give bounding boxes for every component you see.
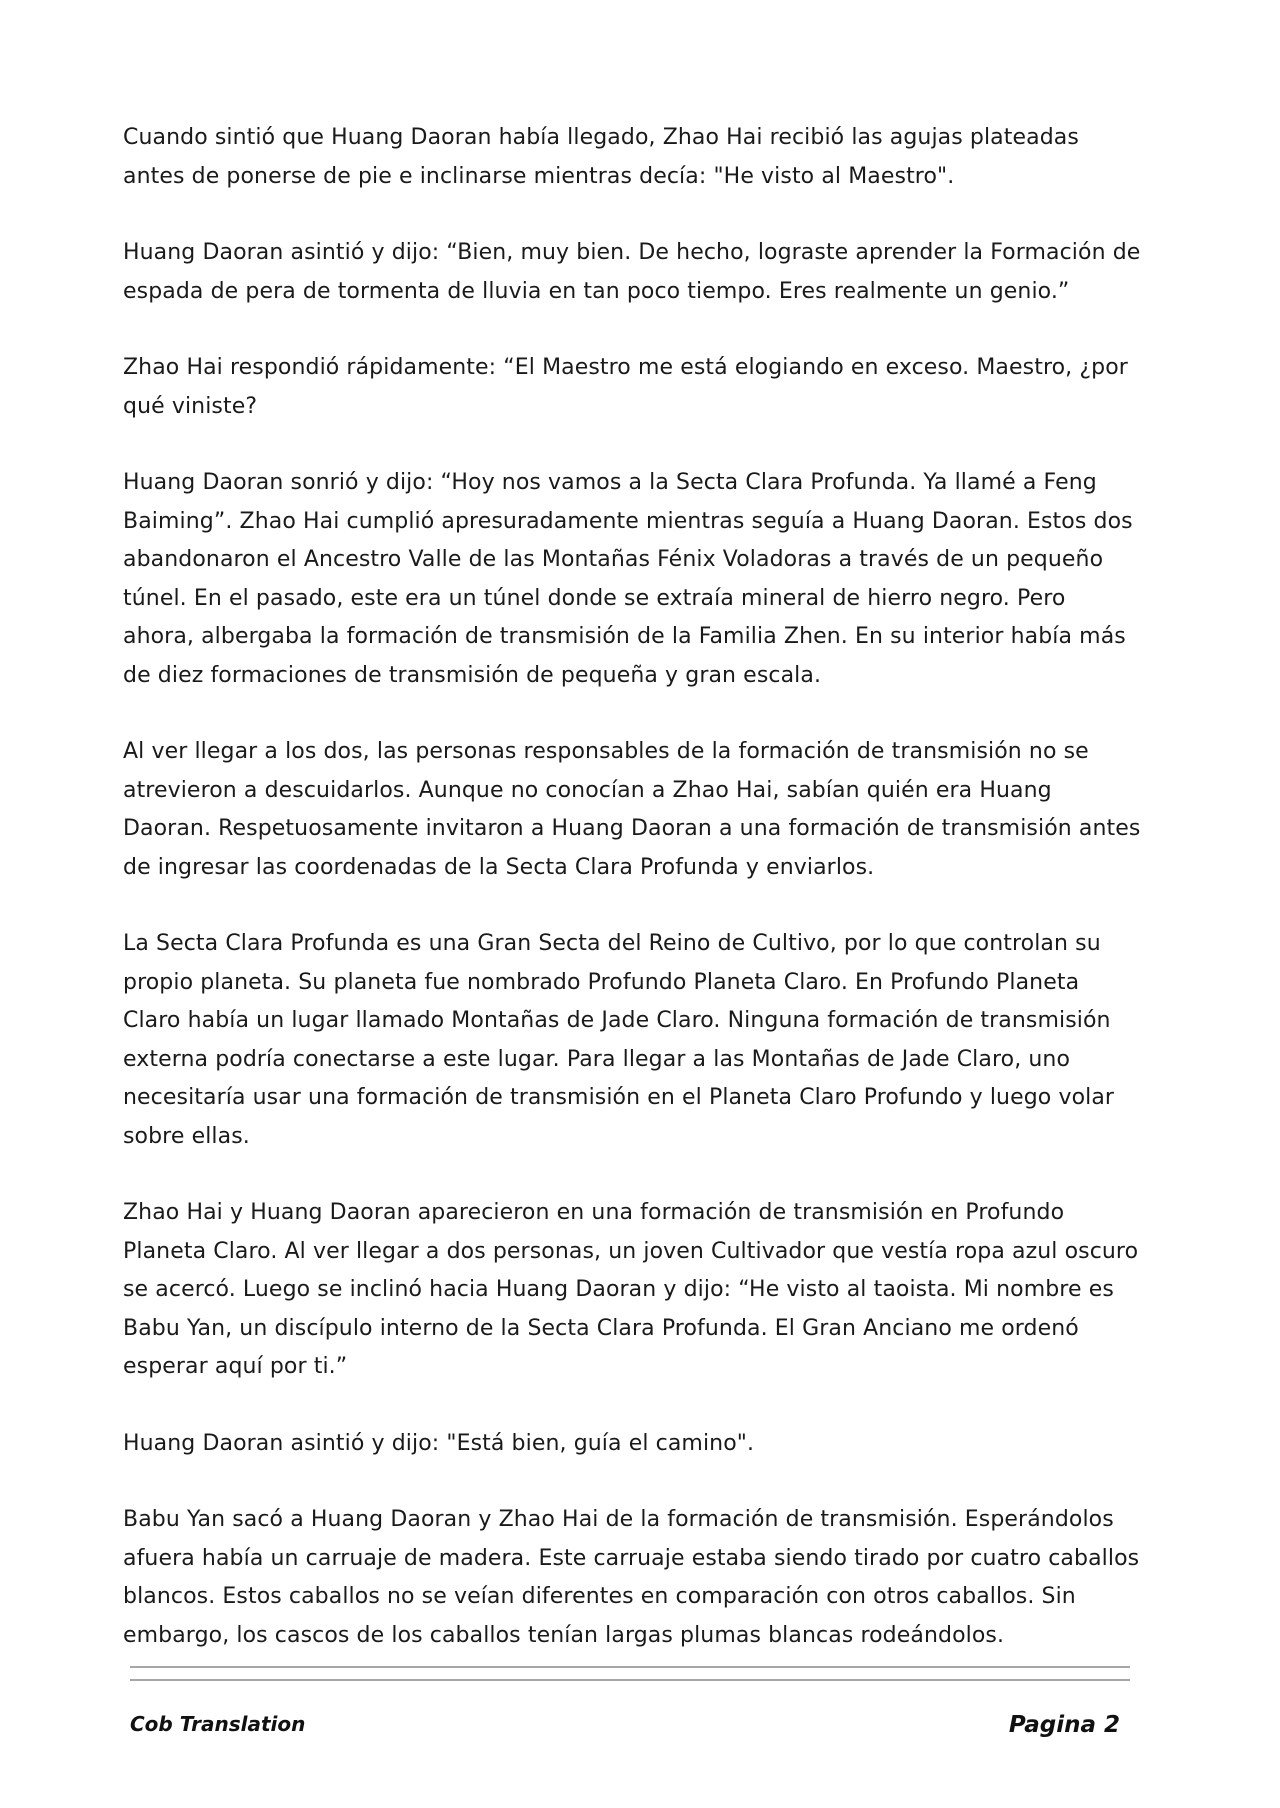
paragraph: Babu Yan sacó a Huang Daoran y Zhao Hai de la formación de transmisión. Esperándolos afuera había un carruaje de madera. Este carruaje estaba siendo tirado por cuatro caballos blancos. Estos caballos no se veían diferentes en comparación con otros caballos. Sin embargo, los cascos de los caballos tenían largas plumas blancas rodeándolos. xyxy=(123,1507,1140,1648)
paragraph: Cuando sintió que Huang Daoran había llegado, Zhao Hai recibió las agujas plateadas antes de ponerse de pie e inclinarse mientras decía: "He visto al Maestro". xyxy=(123,125,1079,189)
paragraph: Huang Daoran sonrió y dijo: “Hoy nos vamos a la Secta Clara Profunda. Ya llamé a Feng Baiming”. Zhao Hai cumplió apresuradamente mientras seguía a Huang Daoran. Estos dos abandonaron el Ancestro Valle de las Montañas Fénix Voladoras a través de un pequeño túnel. En el pasado, este era un túnel donde se extraía mineral de hierro negro. Pero ahora, albergaba la formación de transmisión de la Familia Zhen. En su interior había más de diez formaciones de transmisión de pequeña y gran escala. xyxy=(123,470,1133,688)
paragraph: Huang Daoran asintió y dijo: "Está bien, guía el camino". xyxy=(123,1430,755,1456)
paragraph: Huang Daoran asintió y dijo: “Bien, muy bien. De hecho, lograste aprender la Formación de espada de pera de tormenta de lluvia en tan poco tiempo. Eres realmente un genio.” xyxy=(123,240,1141,304)
document-body xyxy=(123,119,1143,1693)
footer-rule-bottom xyxy=(130,1679,1130,1681)
footer-divider xyxy=(130,1666,1130,1692)
paragraph: La Secta Clara Profunda es una Gran Secta del Reino de Cultivo, por lo que controlan su propio planeta. Su planeta fue nombrado Profundo Planeta Claro. En Profundo Planeta Claro había un lugar llamado Montañas de Jade Claro. Ninguna formación de transmisión externa podría conectarse a este lugar. Para llegar a las Montañas de Jade Claro, uno necesitaría usar una formación de transmisión en el Planeta Claro Profundo y luego volar sobre ellas. xyxy=(123,931,1115,1149)
footer-rule-top xyxy=(130,1666,1130,1668)
paragraph: Zhao Hai y Huang Daoran aparecieron en una formación de transmisión en Profundo Planeta Claro. Al ver llegar a dos personas, un joven Cultivador que vestía ropa azul oscuro se acercó. Luego se inclinó hacia Huang Daoran y dijo: “He visto al taoista. Mi nombre es Babu Yan, un discípulo interno de la Secta Clara Profunda. El Gran Anciano me ordenó esperar aquí por ti.” xyxy=(123,1200,1139,1379)
paragraph: Al ver llegar a los dos, las personas responsables de la formación de transmisión no se atrevieron a descuidarlos. Aunque no conocían a Zhao Hai, sabían quién era Huang Daoran. Respetuosamente invitaron a Huang Daoran a una formación de transmisión antes de ingresar las coordenadas de la Secta Clara Profunda y enviarlos. xyxy=(123,739,1141,880)
footer-source: Cob Translation xyxy=(130,1712,306,1736)
page-number: Pagina 2 xyxy=(1008,1712,1120,1738)
paragraph: Zhao Hai respondió rápidamente: “El Maestro me está elogiando en exceso. Maestro, ¿por qué viniste? xyxy=(123,355,1128,419)
